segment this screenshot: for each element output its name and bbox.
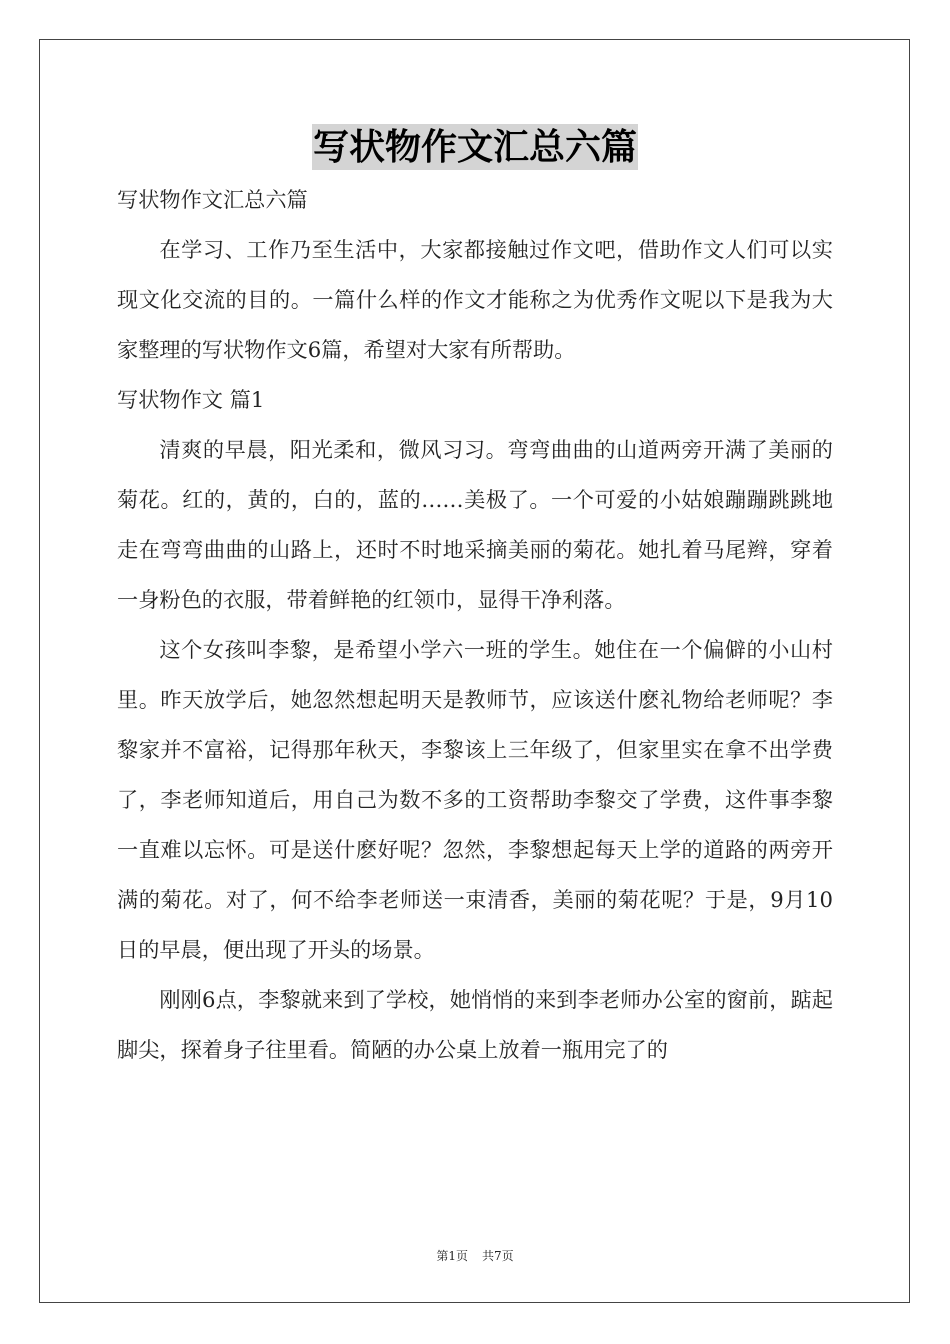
document-subtitle: 写状物作文汇总六篇: [117, 187, 308, 212]
intro-paragraph: 在学习、工作乃至生活中，大家都接触过作文吧，借助作文人们可以实现文化交流的目的。一篇什么样的作文才能称之为优秀作文呢以下是我为大家整理的写状物作文6篇，希望对大家有所帮助。: [117, 237, 833, 362]
body-paragraph: 刚刚6点，李黎就来到了学校，她悄悄的来到李老师办公室的窗前，踮起脚尖，探着身子往里看。简陋的办公桌上放着一瓶用完了的: [117, 987, 833, 1062]
page-footer: [0, 1247, 950, 1264]
page-total: 共7页: [482, 1249, 514, 1263]
body-paragraph: 这个女孩叫李黎，是希望小学六一班的学生。她住在一个偏僻的小山村里。昨天放学后，她忽然想起明天是教师节，应该送什麽礼物给老师呢？李黎家并不富裕，记得那年秋天，李黎该上三年级了，但家里实在拿不出学费了，李老师知道后，用自己为数不多的工资帮助李黎交了学费，这件事李黎一直难以忘怀。可是送什麽好呢？忽然，李黎想起每天上学的道路的两旁开满的菊花。对了，何不给李老师送一束清香，美丽的菊花呢？于是，9月10日的早晨，便出现了开头的场景。: [117, 637, 833, 962]
body-paragraph: 清爽的早晨，阳光柔和，微风习习。弯弯曲曲的山道两旁开满了美丽的菊花。红的，黄的，白的，蓝的……美极了。一个可爱的小姑娘蹦蹦跳跳地走在弯弯曲曲的山路上，还时不时地采摘美丽的菊花。她扎着马尾辫，穿着一身粉色的衣服，带着鲜艳的红领巾，显得干净利落。: [117, 437, 833, 612]
section-heading: 写状物作文 篇1: [117, 387, 265, 412]
document-title: 写状物作文汇总六篇: [312, 126, 637, 168]
document-body: [117, 175, 833, 1075]
document-title-wrapper: [0, 124, 950, 170]
page-number: 第1页: [436, 1249, 468, 1263]
